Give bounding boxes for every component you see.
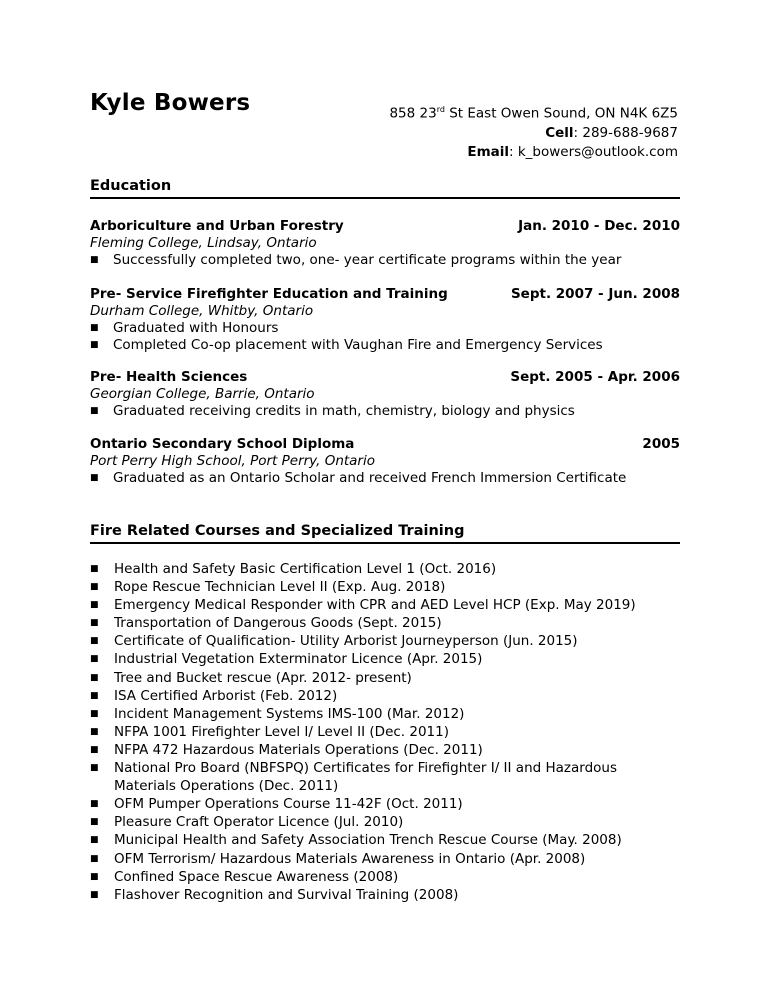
list-item [90,795,680,813]
bullet-icon: ■ [90,889,99,900]
cell-label: Cell [545,124,574,141]
education-entry [90,218,680,269]
program-dates: Jan. 2010 - Dec. 2010 [518,218,680,234]
course-text: Emergency Medical Responder with CPR and AED Level HCP (Exp. May 2019) [114,597,636,614]
bullet-icon: ■ [90,726,99,737]
courses-heading: Fire Related Courses and Specialized Training [90,523,680,544]
list-item [90,723,680,741]
list-item [90,578,680,596]
list-item [90,614,680,632]
entry-heading [90,369,680,386]
bullet-icon: ■ [90,323,99,333]
list-item [90,403,680,420]
program-name: Arboriculture and Urban Forestry [90,218,344,234]
education-heading: Education [90,178,680,199]
email-label: Email [467,143,509,160]
list-item [90,850,680,868]
entry-heading [90,286,680,303]
bullet-icon: ■ [90,672,99,683]
list-item [90,596,680,614]
bullet-icon: ■ [90,564,99,574]
course-text: Confined Space Rescue Awareness (2008) [114,868,399,885]
entry-heading [90,218,680,235]
courses-list [90,560,680,904]
list-item [90,337,680,354]
course-text: Pleasure Craft Operator Licence (Jul. 2010) [114,814,404,831]
bullet-icon: ■ [90,871,99,882]
list-item [90,669,680,687]
education-entry [90,369,680,420]
program-name: Pre- Service Firefighter Education and Training [90,286,448,302]
course-text: Health and Safety Basic Certification Level 1 (Oct. 2016) [114,561,497,577]
bullet-icon: ■ [90,618,99,629]
institution: Port Perry High School, Port Perry, Ontario [90,453,375,469]
program-dates: Sept. 2007 - Jun. 2008 [510,286,680,302]
course-text: Incident Management Systems IMS-100 (Mar. 2012) [114,705,465,722]
address-ordinal: rd [436,105,445,114]
address-rest: St East Owen Sound, ON N4K 6Z5 [444,105,678,122]
candidate-name: Kyle Bowers [90,90,251,116]
list-item [90,560,680,578]
education-entry [90,436,680,487]
institution: Georgian College, Barrie, Ontario [90,386,315,402]
course-text: ISA Certified Arborist (Feb. 2012) [114,687,338,704]
list-item [90,650,680,668]
bullet-icon: ■ [90,690,99,701]
list-item [90,831,680,849]
course-text: Industrial Vegetation Exterminator Licence (Apr. 2015) [114,651,483,668]
bullet-icon: ■ [90,835,99,846]
address-line [389,100,678,124]
list-item [90,705,680,723]
bullet-icon: ■ [90,255,99,265]
course-text: Flashover Recognition and Survival Training (2008) [114,886,459,903]
list-item [90,759,680,795]
bullet-icon: ■ [90,340,99,350]
list-item [90,252,680,269]
program-dates: 2005 [642,436,680,452]
cell-value: : 289-688-9687 [573,124,678,141]
bullet-icon: ■ [90,636,99,647]
course-text: Transportation of Dangerous Goods (Sept. 2015) [114,615,442,632]
institution: Fleming College, Lindsay, Ontario [90,235,317,251]
bullet-text: Graduated receiving credits in math, chemistry, biology and physics [113,403,575,419]
list-item [90,470,680,487]
program-dates: Sept. 2005 - Apr. 2006 [510,369,680,385]
bullet-icon: ■ [90,582,99,593]
list-item [90,886,680,904]
bullet-text: Successfully completed two, one- year certificate programs within the year [113,252,622,268]
list-item [90,813,680,831]
course-text: National Pro Board (NBFSPQ) Certificates for Firefighter I/ II and Hazardous Materials Operations (Dec. 2011) [114,760,618,795]
bullet-icon: ■ [90,654,99,665]
course-text: Tree and Bucket rescue (Apr. 2012- present) [114,669,412,686]
contact-block [389,100,678,162]
address-street: 858 23 [389,105,437,122]
list-item [90,632,680,650]
bullet-icon: ■ [90,853,99,864]
institution: Durham College, Whitby, Ontario [90,303,314,319]
email-line [389,143,678,162]
bullet-icon: ■ [90,473,99,483]
course-text: NFPA 472 Hazardous Materials Operations (Dec. 2011) [114,741,483,758]
bullet-icon: ■ [90,600,99,611]
bullet-text: Graduated with Honours [113,320,279,336]
bullet-icon: ■ [90,406,99,416]
email-value: : k_bowers@outlook.com [509,143,678,160]
bullet-icon: ■ [90,744,99,755]
cell-line [389,124,678,143]
bullet-icon: ■ [90,763,99,774]
bullet-text: Completed Co-op placement with Vaughan Fire and Emergency Services [113,337,603,353]
list-item [90,741,680,759]
education-entry [90,286,680,354]
bullet-text: Graduated as an Ontario Scholar and received French Immersion Certificate [113,470,627,486]
course-text: Rope Rescue Technician Level II (Exp. Aug. 2018) [114,579,446,596]
entry-heading [90,436,680,453]
course-text: Certificate of Qualification- Utility Arborist Journeyperson (Jun. 2015) [114,633,578,650]
list-item [90,868,680,886]
program-name: Ontario Secondary School Diploma [90,436,355,452]
course-text: OFM Terrorism/ Hazardous Materials Awareness in Ontario (Apr. 2008) [114,850,586,867]
course-text: Municipal Health and Safety Association Trench Rescue Course (May. 2008) [114,832,622,849]
bullet-icon: ■ [90,817,99,828]
program-name: Pre- Health Sciences [90,369,248,385]
course-text: NFPA 1001 Firefighter Level I/ Level II (Dec. 2011) [114,723,450,740]
list-item [90,320,680,337]
list-item [90,687,680,705]
bullet-icon: ■ [90,708,99,719]
course-text: OFM Pumper Operations Course 11-42F (Oct. 2011) [114,796,463,813]
bullet-icon: ■ [90,799,99,810]
